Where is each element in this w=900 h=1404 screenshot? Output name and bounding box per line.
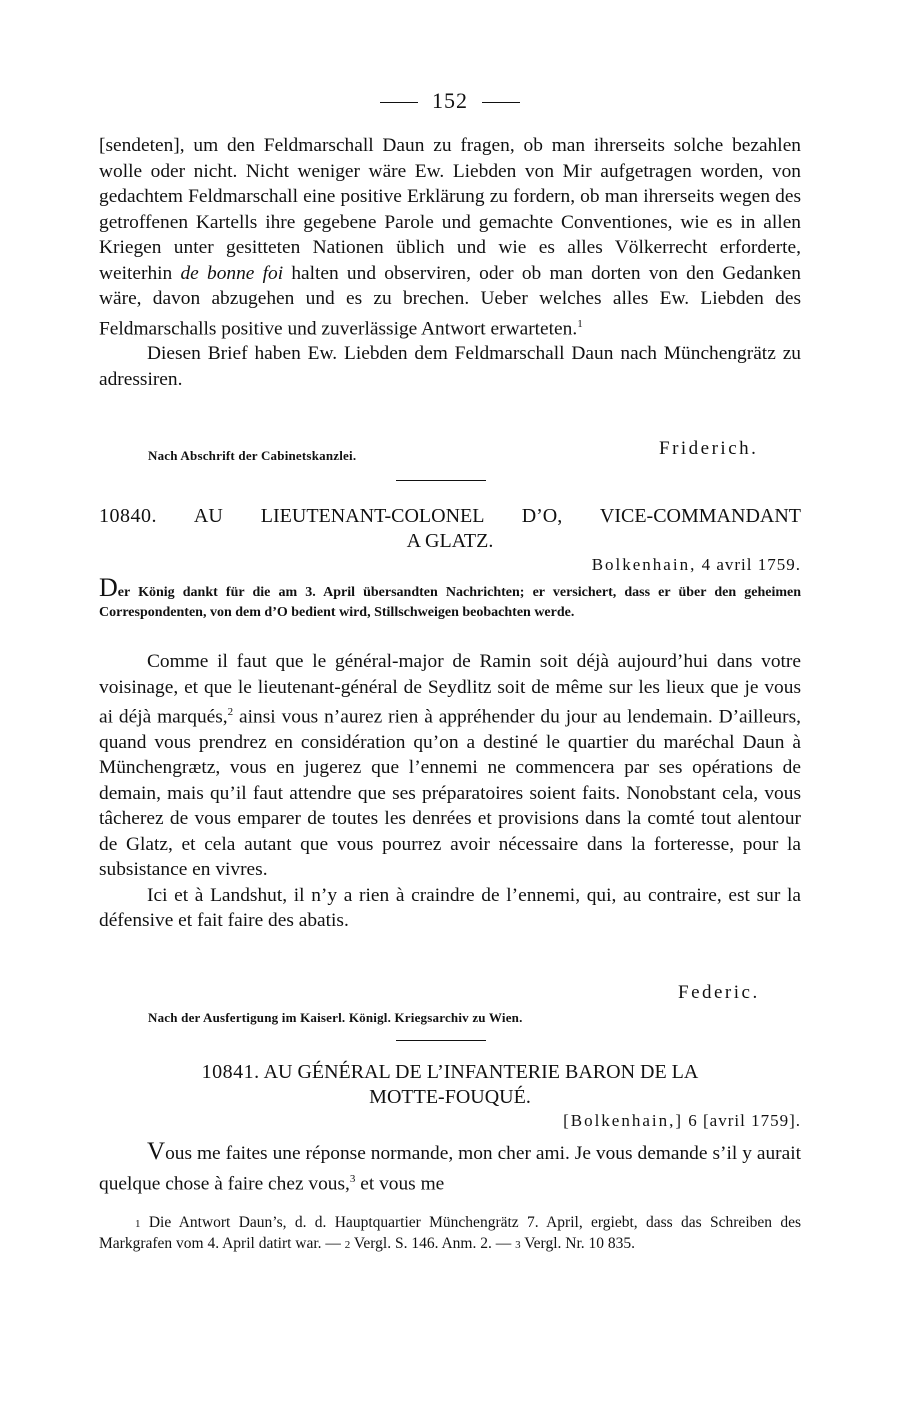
section-rule-1 bbox=[396, 480, 486, 481]
letter-10840-number: 10840. bbox=[99, 505, 157, 527]
footnote-mark-2: 2 bbox=[344, 1239, 351, 1251]
prev-letter-source: Nach Abschrift der Cabinetskanzlei. bbox=[148, 448, 357, 463]
prev-letter-signature: Friderich. bbox=[659, 438, 759, 459]
header-dash-right bbox=[482, 102, 520, 103]
summary-initial: D bbox=[99, 573, 118, 602]
footnote-ref-1: 1 bbox=[577, 317, 583, 330]
footnote-mark-3: 3 bbox=[515, 1239, 521, 1251]
letter-10840-date: 4 avril 1759. bbox=[701, 555, 801, 574]
footnote-1: Die Antwort Daun’s, d. d. Hauptquartier Münchengrätz 7. April, ergiebt, dass das Schreiben des Markgrafen vom 4. April datirt war. — bbox=[99, 1214, 801, 1252]
footnote-mark-1: 1 bbox=[135, 1218, 141, 1230]
letter-10841-title-1: AU GÉNÉRAL DE L’INFANTERIE BARON DE LA bbox=[263, 1061, 699, 1083]
letter-10840-title-1: AU LIEUTENANT-COLONEL D’O, VICE-COMMANDANT bbox=[193, 505, 801, 527]
letter-10841-place: [Bolkenhain,] bbox=[563, 1111, 684, 1130]
footnote-ref-2: 2 bbox=[227, 706, 234, 718]
letter-10841-number: 10841. bbox=[201, 1061, 260, 1083]
letter-10841-dateline bbox=[563, 1111, 801, 1131]
paragraph-initial: V bbox=[147, 1138, 166, 1165]
letter-10840-title-2: A GLATZ. bbox=[406, 530, 494, 552]
letter-10840-paragraph-2: Ici et à Landshut, il n’y a rien à craindre de l’ennemi, qui, au contraire, est sur la défensive et fait faire des abatis. bbox=[99, 884, 801, 932]
letter-10840-signature: Federic. bbox=[678, 982, 760, 1003]
prev-letter-body bbox=[99, 133, 801, 392]
letter-10840-paragraph-1: Comme il faut que le général-major de Ramin soit déjà aujourd’hui dans votre voisinage, et que le lieutenant-général de Seydlitz soit de même sur les lieux que je vous ai déjà marqués,$^2$ ainsi vous n’aurez rien à appréhender du jour au lendemain. D’ailleurs, quand vous prendrez en considération qu’on a destiné le quartier du maréchal Daun à Münchengrætz, vous en jugerez que l’ennemi ne commencera par ses opérations de demain, mais qu’il faut attendre que ses préparatoires soient faits. Nonobstant cela, vous tâcherez de vous emparer de toutes les denrées et provisions dans la comté tout alentour de Glatz, et cela autant que vous pourrez avoir nécessaire dans la forteresse, pour la subsistance en vivres. bbox=[99, 651, 801, 881]
letter-10840-summary: Der König dankt für die am 3. April übersandten Nachrichten; er versichert, dass er über den geheimen Correspondenten, von dem d’O bedient wird, Stillschweigen beobachten werde. bbox=[99, 573, 801, 620]
section-rule-2 bbox=[396, 1040, 486, 1041]
italic-phrase: de bonne foi bbox=[180, 262, 284, 284]
footnote-ref-3: 3 bbox=[349, 1172, 356, 1185]
letter-10840-dateline bbox=[592, 555, 801, 575]
letter-10840-place: Bolkenhain, bbox=[591, 555, 697, 574]
letter-10840-body bbox=[99, 649, 801, 934]
letter-10840-heading bbox=[99, 504, 801, 554]
letter-10841-body bbox=[99, 1139, 801, 1196]
prev-letter-paragraph-1: [sendeten], um den Feldmarschall Daun zu fragen, ob man ihrerseits solche bezahlen wolle oder nicht. Nicht weniger wäre Ew. Liebden von Mir aufgetragen worden, von gedachtem Feldmarschall eine positive Erklärung zu fordern, ob man ihrerseits wegen des getroffenen Kartells ihre gegebene Parole und gemachte Conventiones, wie es in allen Kriegen unter gesitteten Nationen üblich und wie es alles Völkerrecht erforderte, weiterhin de bonne foi halten und observiren, oder ob man dorten von den Gedanken wäre, davon abzugehen und es zu brechen. Ueber welches alles Ew. Liebden des Feldmarschalls positive und zuverlässige Antwort erwarteten.$^1$ bbox=[99, 135, 801, 339]
letter-10841-date: 6 [avril 1759]. bbox=[688, 1111, 801, 1130]
letter-10841-paragraph-1: Vous me faites une réponse normande, mon cher ami. Je vous demande s’il y aurait quelque chose à faire chez vous,$^3$ et vous me bbox=[99, 1138, 801, 1194]
letter-10841-heading bbox=[99, 1060, 801, 1110]
letter-10841-title-2: MOTTE-FOUQUÉ. bbox=[369, 1086, 531, 1108]
footnotes bbox=[99, 1213, 801, 1255]
page-header bbox=[0, 88, 900, 114]
page-number: 152 bbox=[432, 88, 468, 113]
footnote-3: Vergl. Nr. 10 835. bbox=[524, 1235, 635, 1252]
prev-letter-paragraph-2: Diesen Brief haben Ew. Liebden dem Feldmarschall Daun nach Münchengrätz zu adressiren. bbox=[99, 343, 801, 390]
letter-10840-source: Nach der Ausfertigung im Kaiserl. Königl. Kriegsarchiv zu Wien. bbox=[148, 1010, 523, 1025]
header-dash-left bbox=[380, 102, 418, 103]
footnote-2: Vergl. S. 146. Anm. 2. — bbox=[353, 1235, 512, 1252]
